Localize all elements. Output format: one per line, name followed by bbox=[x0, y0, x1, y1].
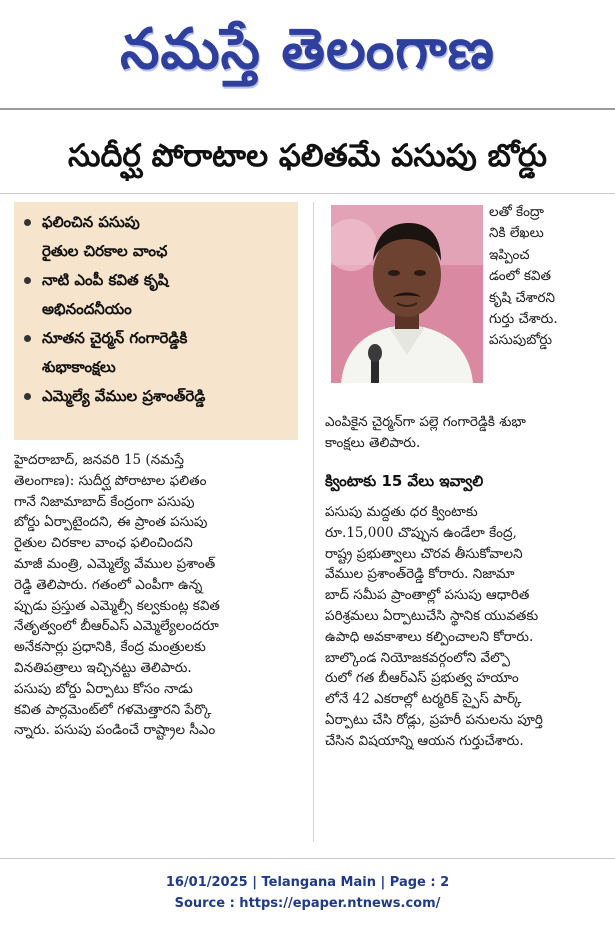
body-line: అనేకసార్లు ప్రధానికి, కేంద్ర మంత్రులకు bbox=[14, 639, 206, 656]
body-line: ఎంపికైన చైర్మన్‌గా పల్లె గంగారెడ్డికి శుభా bbox=[325, 414, 526, 430]
body-line: తెలంగాణ): సుదీర్ఘ పోరాటాల ఫలితం bbox=[14, 472, 207, 489]
highlight-item bbox=[24, 382, 292, 411]
body-line: డంలో కవిత bbox=[489, 268, 551, 285]
highlight-item bbox=[24, 208, 292, 266]
highlight-line: నాటి ఎంపీ కవిత కృషి bbox=[42, 271, 169, 289]
body-line: బోర్డు ఏర్పాటైందని, ఈ ప్రాంత పసుపు bbox=[14, 514, 208, 531]
body-line: లతో కేంద్రా bbox=[489, 204, 544, 220]
newspaper-logo: నమస్తే తెలంగాణ bbox=[120, 17, 495, 82]
body-line: గానే నిజామాబాద్ కేంద్రంగా పసుపు bbox=[14, 493, 195, 510]
highlight-line: అభినందనీయం bbox=[42, 300, 132, 318]
bullet-icon bbox=[24, 393, 31, 400]
edition-info: 16/01/2025 | Telangana Main | Page : 2 bbox=[165, 875, 450, 890]
body-line: మాజీ మంత్రి, ఎమ్మెల్యే వేముల ప్రశాంత్ bbox=[14, 555, 216, 572]
article-body-right bbox=[325, 502, 607, 752]
body-line: వేముల ప్రశాంత్‌రెడ్డి కోరారు. నిజామా bbox=[325, 566, 515, 583]
highlight-line: ఫలించిన పసుపు bbox=[42, 213, 140, 231]
bullet-icon bbox=[24, 277, 31, 284]
body-line: బాద్ సమీప ప్రాంతాల్లో పసుపు ఆధారిత bbox=[325, 587, 530, 604]
body-line: న్నారు. పసుపు పండించే రాష్ట్రాల సీఎం bbox=[14, 722, 216, 739]
body-line: గుర్తు చేశారు. bbox=[489, 311, 558, 328]
body-line: పసుపు మద్దతు ధర క్వింటాకు bbox=[325, 504, 478, 520]
body-line: పరిశ్రమలు ఏర్పాటుచేసి స్థానిక యువతకు bbox=[325, 607, 539, 624]
highlight-line: శుభాకాంక్షలు bbox=[42, 358, 116, 376]
column-divider bbox=[313, 202, 314, 842]
body-line: రెడ్డి తెలిపారు. గతంలో ఎంపీగా ఉన్న bbox=[14, 576, 203, 593]
body-line: పసుపుబోర్డు bbox=[489, 332, 553, 349]
body-line: ఇప్పించ bbox=[489, 246, 530, 263]
body-line: వినతిపత్రాలు ఇచ్చినట్టు తెలిపారు. bbox=[14, 659, 192, 676]
body-line: ఉపాధి అవకాశాలు కల్పించాలని కోరారు. bbox=[325, 628, 534, 645]
highlight-item bbox=[24, 324, 292, 382]
article-body-left bbox=[14, 450, 304, 741]
body-line: ప్పుడు ప్రస్తుత ఎమ్మెల్సీ కల్వకుంట్ల కవిత bbox=[14, 597, 220, 614]
masthead bbox=[0, 0, 615, 108]
highlight-line: రైతుల చిరకాల వాంఛ bbox=[42, 242, 168, 260]
body-line: కృషి చేశారని bbox=[489, 289, 556, 306]
highlight-line: ఎమ్మెల్యే వేముల ప్రశాంత్‌రెడ్డి bbox=[42, 387, 206, 405]
body-line: పసుపు బోర్డు ఏర్పాటు కోసం నాడు bbox=[14, 680, 193, 697]
article-headline: సుదీర్ఘ పోరాటాల ఫలితమే పసుపు బోర్డు bbox=[68, 138, 547, 174]
body-line: రులో గత బీఆర్ఎస్ ప్రభుత్వ హయాం bbox=[325, 670, 519, 687]
body-line: రైతుల చిరకాల వాంఛ ఫలించిందని bbox=[14, 535, 193, 552]
highlight-item bbox=[24, 266, 292, 324]
bullet-icon bbox=[24, 335, 31, 342]
highlight-line: నూతన చైర్మన్ గంగారెడ్డికి bbox=[42, 329, 188, 347]
bullet-icon bbox=[24, 219, 31, 226]
body-line: కవిత పార్లమెంట్‌లో గళమెత్తారని పేర్కొ bbox=[14, 701, 212, 718]
article-body-right-top bbox=[489, 202, 601, 352]
body-line: కాంక్షలు తెలిపారు. bbox=[325, 435, 421, 451]
source-link[interactable]: Source : https://epaper.ntnews.com/ bbox=[174, 896, 441, 911]
body-line: హైదరాబాద్, జనవరి 15 (నమస్తే bbox=[14, 452, 184, 468]
highlights-box bbox=[14, 202, 298, 440]
page-footer bbox=[0, 872, 615, 914]
body-line: బాల్కొండ నియోజకవర్గంలోని వేల్పొ bbox=[325, 649, 510, 666]
body-line: నికి లేఖలు bbox=[489, 225, 544, 242]
article-subheading: క్వింటాకు 15 వేలు ఇవ్వాలి bbox=[325, 472, 484, 490]
politician-photo bbox=[331, 205, 483, 383]
body-line: రూ.15,000 చొప్పున ఉండేలా కేంద్ర, bbox=[325, 524, 517, 541]
body-line: లోనే 42 ఎకరాల్లో టర్మరిక్ స్పైస్ పార్క్ bbox=[325, 691, 522, 708]
footer-rule bbox=[0, 858, 615, 859]
article-body-right-continued bbox=[325, 412, 605, 454]
headline-rule bbox=[0, 193, 615, 194]
body-line: రాష్ట్ర ప్రభుత్వాలు చొరవ తీసుకోవాలని bbox=[325, 545, 523, 562]
body-line: ఏర్పాటు చేసి రోడ్లు, ప్రహరీ పనులను పూర్తి bbox=[325, 711, 543, 728]
body-line: చేసిన విషయాన్ని ఆయన గుర్తుచేశారు. bbox=[325, 732, 524, 749]
body-line: నేతృత్వంలో బీఆర్ఎస్ ఎమ్మెల్యేలందరూ bbox=[14, 618, 219, 635]
masthead-rule bbox=[0, 108, 615, 110]
